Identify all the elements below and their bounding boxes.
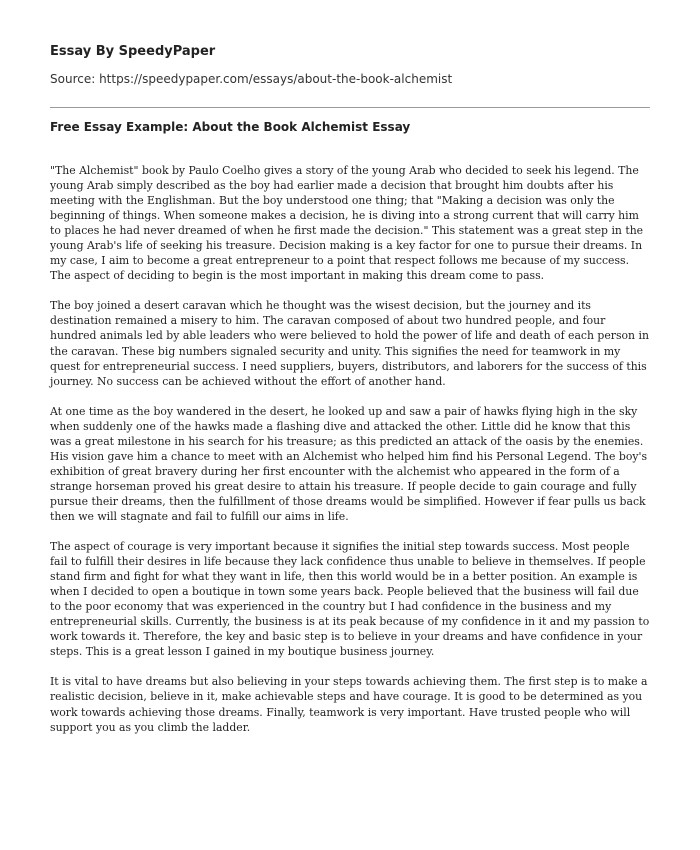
essay-title: Free Essay Example: About the Book Alchemist Essay bbox=[50, 120, 411, 134]
essay-paragraph-4: The aspect of courage is very important because it signifies the initial step towards success. Most people fail to fulfill their desires in life because they lack confidence thus unable to believe in themselves. If people stand firm and fight for what they want in life, then this world would be in a better position. An example is when I decided to open a boutique in town some years back. People believed that the business will fail due to the poor economy that was experienced in the country but I had confidence in the business and my entrepreneurial skills. Currently, the business is at its peak because of my confidence in it and my passion to work towards it. Therefore, the key and basic step is to believe in your dreams and have confidence in your steps. This is a great lesson I gained in my boutique business journey. bbox=[50, 540, 650, 659]
essay-paragraph-3: At one time as the boy wandered in the desert, he looked up and saw a pair of hawks flying high in the sky when suddenly one of the hawks made a flashing dive and attacked the other. Little did he know that this was a great milestone in his search for his treasure; as this predicted an attack of the oasis by the enemies. His vision gave him a chance to meet with an Alchemist who helped him find his Personal Legend. The boy's exhibition of great bravery during her first encounter with the alchemist who appeared in the form of a strange horseman proved his great desire to attain his treasure. If people decide to gain courage and fully pursue their dreams, then the fulfillment of those dreams would be simplified. However if fear pulls us back then we will stagnate and fail to fulfill our aims in life. bbox=[50, 404, 648, 523]
header-divider bbox=[50, 107, 650, 108]
source-line: Source: https://speedypaper.com/essays/about-the-book-alchemist bbox=[50, 72, 453, 86]
essay-paragraph-5: It is vital to have dreams but also believing in your steps towards achieving them. The first step is to make a realistic decision, believe in it, make achievable steps and have courage. It is good to be determined as you work towards achieving those dreams. Finally, teamwork is very important. Have trusted people who will support you as you climb the ladder. bbox=[50, 675, 648, 734]
essay-paragraph-1: "The Alchemist" book by Paulo Coelho gives a story of the young Arab who decided to seek his legend. The young Arab simply described as the boy had earlier made a decision that brought him doubts after his meeting with the Englishman. But the boy understood one thing; that "Making a decision was only the beginning of things. When someone makes a decision, he is diving into a strong current that will carry him to places he had never dreamed of when he first made the decision." This statement was a great step in the young Arab's life of seeking his treasure. Decision making is a key factor for one to pursue their dreams. In my case, I aim to become a great entrepreneur to a point that respect follows me because of my success. The aspect of deciding to begin is the most important in making this dream come to pass. bbox=[50, 164, 644, 283]
essay-body bbox=[50, 163, 650, 750]
document-header-title: Essay By SpeedyPaper bbox=[50, 44, 216, 59]
essay-paragraph-2: The boy joined a desert caravan which he thought was the wisest decision, but the journey and its destination remained a misery to him. The caravan composed of about two hundred people, and four hundred animals led by able leaders who were believed to hold the power of life and death of each person in the caravan. These big numbers signaled security and unity. This signifies the need for teamwork in my quest for entrepreneurial success. I need suppliers, buyers, distributors, and laborers for the success of this journey. No success can be achieved without the effort of another hand. bbox=[50, 299, 649, 388]
